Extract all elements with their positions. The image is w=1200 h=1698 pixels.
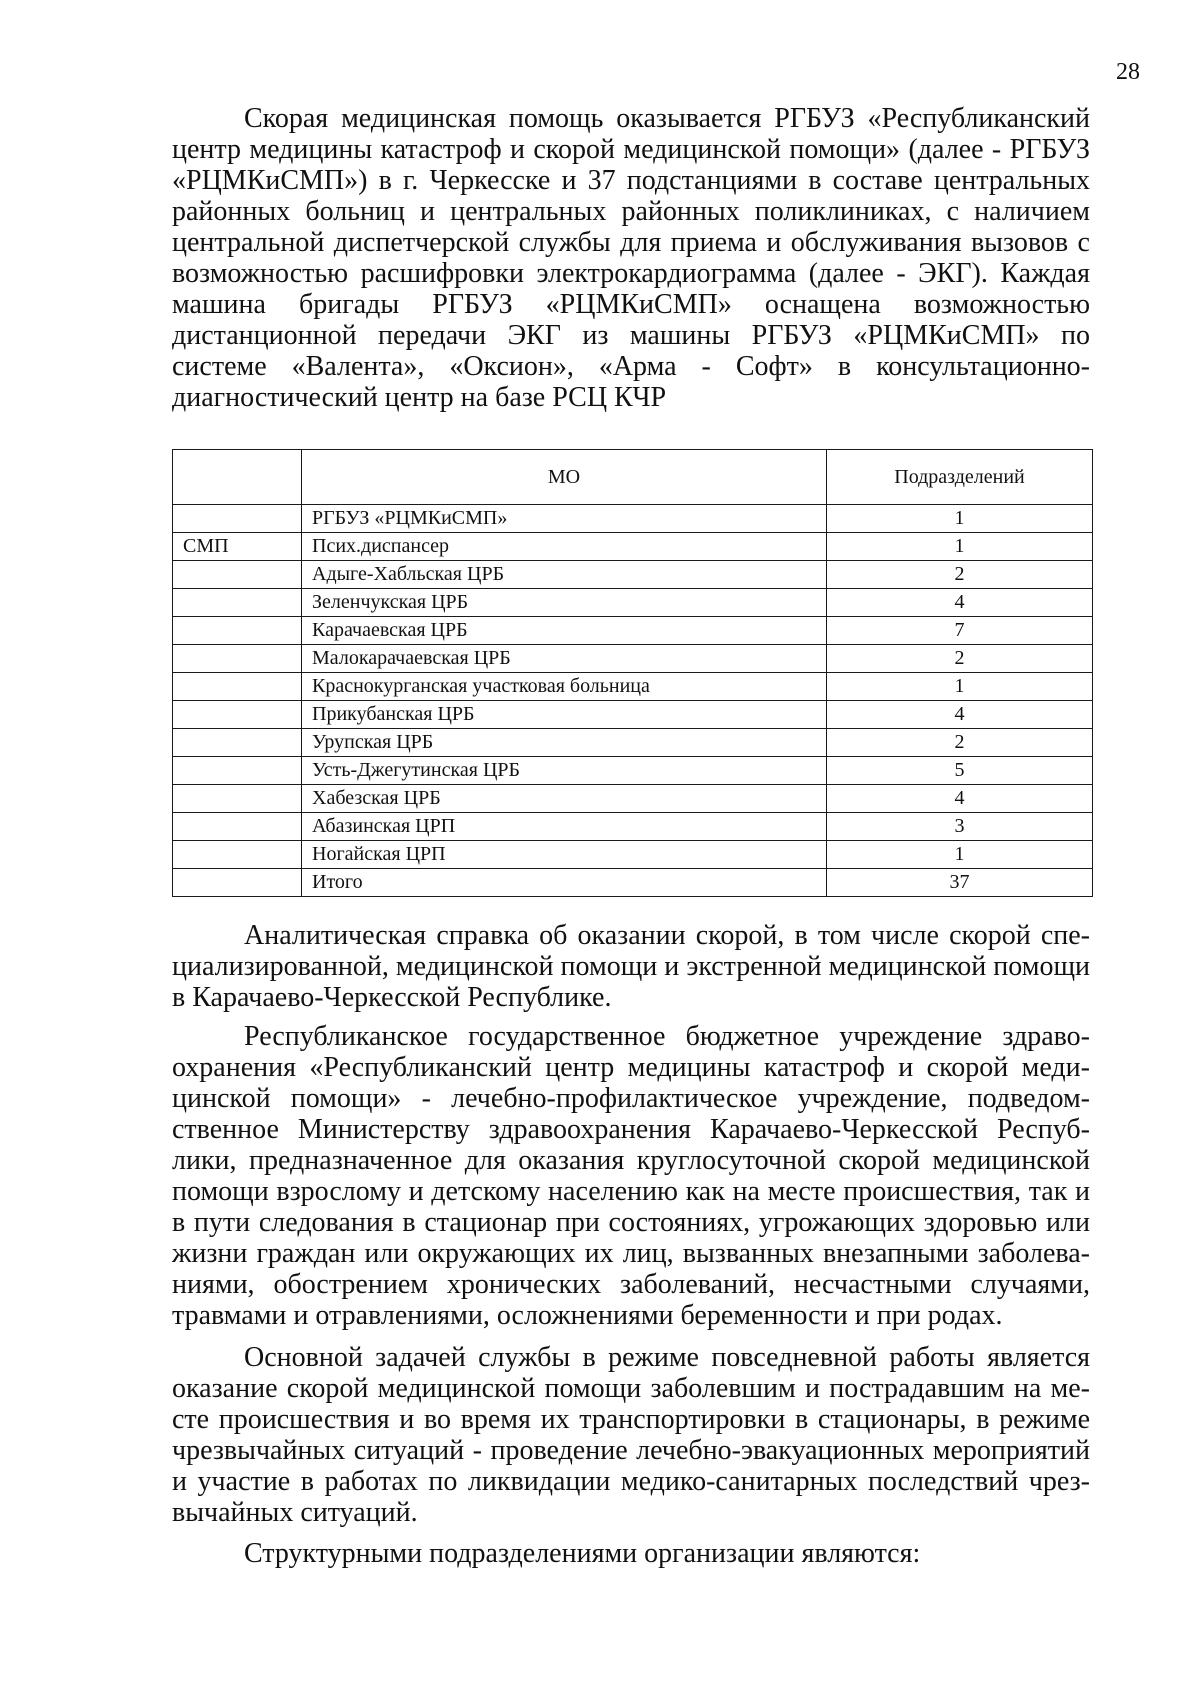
mo-cell: Урупская ЦРБ bbox=[302, 729, 827, 757]
units-cell: 5 bbox=[827, 757, 1093, 785]
units-cell: 7 bbox=[827, 617, 1093, 645]
group-cell bbox=[173, 617, 302, 645]
table-row bbox=[173, 589, 1093, 617]
mo-cell: Ногайская ЦРП bbox=[302, 841, 827, 869]
mo-cell: Абазинская ЦРП bbox=[302, 813, 827, 841]
table-row bbox=[173, 757, 1093, 785]
units-cell: 4 bbox=[827, 589, 1093, 617]
table-total-row bbox=[173, 869, 1093, 897]
table-row bbox=[173, 813, 1093, 841]
subdivisions-table bbox=[172, 449, 1093, 897]
table-row bbox=[173, 533, 1093, 561]
mo-cell: Прикубанская ЦРБ bbox=[302, 701, 827, 729]
units-cell: 2 bbox=[827, 645, 1093, 673]
total-label: Итого bbox=[302, 869, 827, 897]
group-label: СМП bbox=[173, 533, 302, 561]
group-cell bbox=[173, 561, 302, 589]
units-cell: 1 bbox=[827, 841, 1093, 869]
header-mo: МО bbox=[302, 450, 827, 505]
group-cell bbox=[173, 701, 302, 729]
units-cell: 1 bbox=[827, 533, 1093, 561]
table-row bbox=[173, 617, 1093, 645]
total-value: 37 bbox=[827, 869, 1093, 897]
mo-cell: Усть-Джегутинская ЦРБ bbox=[302, 757, 827, 785]
group-cell bbox=[173, 645, 302, 673]
organization-description-paragraph: Республиканское государственное бюджетное учреждение здравоохранения «Республиканский центр медицины катастроф и скорой медицинской помощи» - лечебно-профилактическое учреждение, подведомственное Министерству здравоохранения Карачаево-Черкесской Республики, предназначенное для оказания круглосуточной скорой медицинской помощи взрослому и детскому населению как на месте происшествия, так и в пути следования в стационар при состояниях, угрожающих здоровью или жизни граждан или окружающих их лиц, вызванных внезапными заболеваниями, обострением хронических заболеваний, несчастными случаями, травмами и отравлениями, осложнениями беременности и при родах. bbox=[172, 1021, 1090, 1331]
mo-cell: РГБУЗ «РЦМКиСМП» bbox=[302, 505, 827, 533]
units-cell: 2 bbox=[827, 561, 1093, 589]
group-cell bbox=[173, 729, 302, 757]
mo-cell: Хабезская ЦРБ bbox=[302, 785, 827, 813]
table-header-row bbox=[173, 450, 1093, 505]
group-cell bbox=[173, 785, 302, 813]
table-row bbox=[173, 561, 1093, 589]
table-row bbox=[173, 645, 1093, 673]
table-row bbox=[173, 505, 1093, 533]
table-row bbox=[173, 841, 1093, 869]
group-cell bbox=[173, 505, 302, 533]
units-cell: 2 bbox=[827, 729, 1093, 757]
mo-cell: Зеленчукская ЦРБ bbox=[302, 589, 827, 617]
header-empty-cell bbox=[173, 450, 302, 505]
header-units: Подразделений bbox=[827, 450, 1093, 505]
group-cell bbox=[173, 869, 302, 897]
units-cell: 1 bbox=[827, 505, 1093, 533]
table-row bbox=[173, 785, 1093, 813]
mo-cell: Краснокурганская участковая больница bbox=[302, 673, 827, 701]
mo-cell: Малокарачаевская ЦРБ bbox=[302, 645, 827, 673]
table-row bbox=[173, 673, 1093, 701]
units-cell: 3 bbox=[827, 813, 1093, 841]
mo-cell: Псих.диспансер bbox=[302, 533, 827, 561]
units-cell: 4 bbox=[827, 701, 1093, 729]
main-task-paragraph: Основной задачей службы в режиме повседневной работы является оказание скорой медицинской помощи заболевшим и пострадавшим на месте происшествия и во время их транспортировки в стационары, в режиме чрезвычайных ситуаций - проведение лечебно-эвакуационных мероприятий и участие в работах по ликвидации медико-санитарных последствий чрезвычайных ситуаций. bbox=[172, 1342, 1090, 1528]
group-cell bbox=[173, 841, 302, 869]
group-cell bbox=[173, 673, 302, 701]
units-cell: 4 bbox=[827, 785, 1093, 813]
intro-paragraph: Скорая медицинская помощь оказывается РГБУЗ «Республиканский центр медицины катастроф и скорой медицинской помощи» (далее - РГБУЗ «РЦМКиСМП») в г. Черкесске и 37 подстанциями в составе центральных районных больниц и центральных районных поликлиниках, с наличием центральной диспетчерской службы для приема и обслуживания вызовов с возможностью расшифровки электрокардиограмма (далее - ЭКГ). Каждая машина бригады РГБУЗ «РЦМКиСМП» оснащена возможностью дистанционной передачи ЭКГ из машины РГБУЗ «РЦМКиСМП» по системе «Валента», «Оксион», «Арма - Софт» в консультационно-диагностический центр на базе РСЦ КЧР bbox=[172, 103, 1090, 413]
group-cell bbox=[173, 757, 302, 785]
table-row bbox=[173, 729, 1093, 757]
mo-cell: Карачаевская ЦРБ bbox=[302, 617, 827, 645]
analytics-title-paragraph: Аналитическая справка об оказании скорой, в том числе скорой специализированной, медицинской помощи и экстренной медицинской помощи в Карачаево-Черкесской Республике. bbox=[172, 920, 1090, 1013]
group-cell bbox=[173, 813, 302, 841]
mo-cell: Адыге-Хабльская ЦРБ bbox=[302, 561, 827, 589]
units-cell: 1 bbox=[827, 673, 1093, 701]
table-row bbox=[173, 701, 1093, 729]
group-cell bbox=[173, 589, 302, 617]
page-number: 28 bbox=[1116, 59, 1140, 85]
structure-intro-paragraph: Структурными подразделениями организации являются: bbox=[244, 1538, 921, 1569]
